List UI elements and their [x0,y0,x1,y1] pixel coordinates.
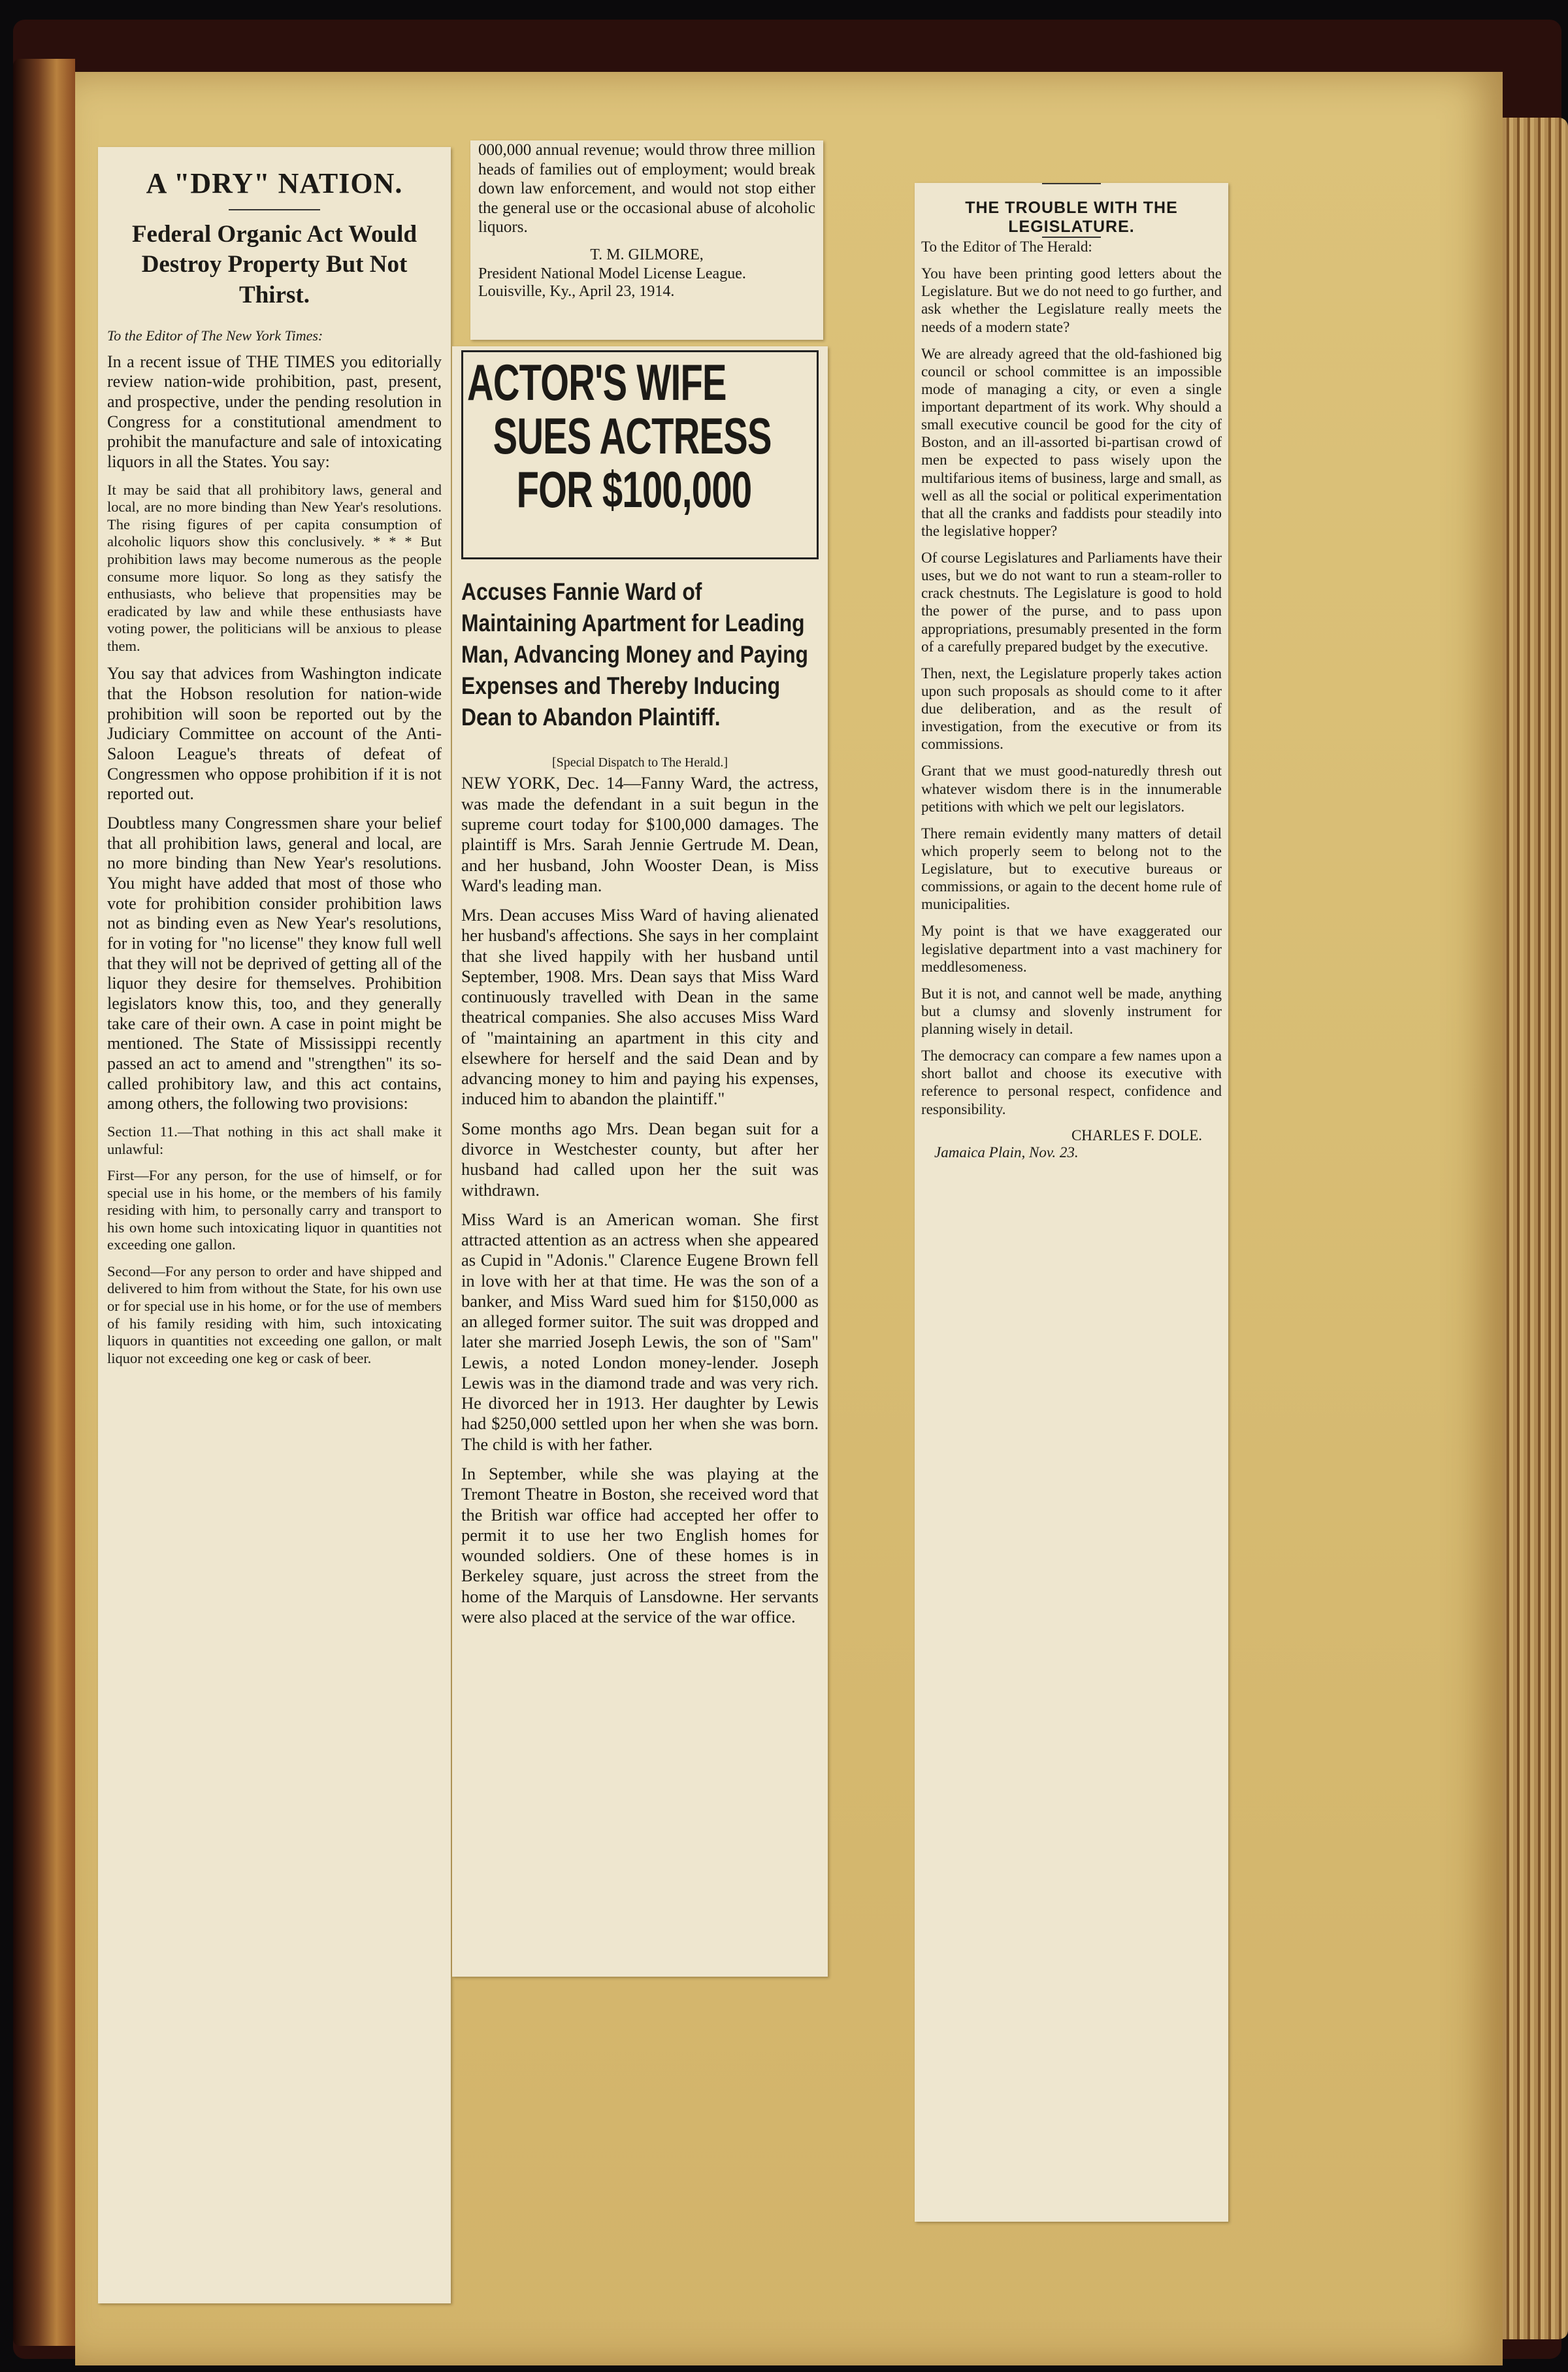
paragraph: Of course Legislatures and Parliaments have their uses, but we do not want to run a steam-roller to crack chestnuts. The Legislature is good to hold the power of the purse, and to pass upon appropriations, presumably presented in the form of a carefully prepared budget by the executive. [921,550,1222,655]
page-edges-right [1503,118,1568,2339]
clipping-title: A "DRY" NATION. [146,167,403,199]
paragraph: In September, while she was playing at the Tremont Theatre in Boston, she received word that the British war office had accepted her offer to permit it to use her two English homes for wounded soldiers. One of these homes is in Berkeley square, just across the street from the home of the Marquis of Lansdowne. Her servants were also placed at the service of the war office. [461,1463,819,1626]
signer-title: President National Model License League. [478,265,746,282]
paragraph: You say that advices from Washington indicate that the Hobson resolution for nation-wide prohibition will soon be reported out by the Judiciary Committee on account of the Anti-Saloon League's threats of defeat of Congressmen who oppose prohibition if it is not reported out. [107,664,442,804]
book-binding-left [13,59,75,2346]
signer-name: T. M. GILMORE, [590,246,704,263]
headline-box [461,350,819,559]
clipping-actors-wife [452,346,828,1977]
dateline: [Special Dispatch to The Herald.] [552,755,728,770]
paragraph: Miss Ward is an American woman. She first attracted attention as an actress when she appeared as Cupid in "Adonis." Clarence Eugene Brown fell in love with her at that time. He was the son of a banker, and Miss Ward sued him for $150,000 as an alleged former suitor. The suit was dropped and later she married Joseph Lewis, the son of "Sam" Lewis, a noted London money-lender. Joseph Lewis was in the diamond trade and was very rich. He divorced her in 1913. Her daughter by Lewis had $250,000 settled upon her when she was born. The child is with her father. [461,1209,819,1454]
paragraph: Then, next, the Legislature properly takes action upon such proposals as should come to it after due deliberation, and as the result of investigation, from the executive or from its commissions. [921,665,1222,753]
headline-deck: Accuses Fannie Ward of Maintaining Apartment for Leading Man, Advancing Money and Paying Expenses and Thereby Inducing Dean to Abandon Plaintiff. [461,578,808,731]
headline [467,356,815,517]
clipping-legislature [915,183,1228,2222]
divider [1042,183,1101,184]
headline-line: FOR $100,000 [516,460,752,518]
quoted-first: First—For any person, for the use of himself, or for special use in his home, or the members of his family residing with him, to personally carry and transport to his own home such intoxicating liquor in quantities not exceeding one gallon. [107,1167,442,1253]
place-date: Louisville, Ky., April 23, 1914. [478,282,675,300]
paragraph: There remain evidently many matters of detail which properly seem to belong not to the Legislature, but to executive bureaus or commissions, or again to the decent home rule of municipalities. [921,825,1222,913]
clipping-subhead: Federal Organic Act Would Destroy Property But Not Thirst. [131,221,417,308]
clipping-letter-end [470,140,823,340]
paragraph: But it is not, and cannot well be made, anything but a clumsy and slovenly instrument for planning wisely in detail. [921,985,1222,1037]
paragraph: You have been printing good letters about the Legislature. But we do not need to go further, and ask whether the Legislature really meets the needs of a modern state? [921,265,1222,335]
paragraph: Some months ago Mrs. Dean began suit for a divorce in Westchester county, but after her husband had called upon her the suit was withdrawn. [461,1118,819,1200]
quoted-passage: It may be said that all prohibitory laws, general and local, are no more binding than New Year's resolutions. The rising figures of per capita consumption of alcoholic liquors show this conclusively. * * * But prohibition laws may become numerous as the people consume more liquor. So long as they satisfy the enthusiasts, who believe that propensities may be eradicated by law and while these enthusiasts have voting power, the politicians will be anxious to please them. [107,481,442,654]
editor-line: To the Editor of The Herald: [921,239,1092,255]
place-date: Jamaica Plain, Nov. 23. [934,1144,1079,1161]
headline-line: SUES ACTRESS [493,406,772,465]
editor-line: To the Editor of The New York Times: [107,327,323,344]
paragraph: Mrs. Dean accuses Miss Ward of having alienated her husband's affections. She says in her complaint that she lived happily with her husband until September, 1908. Mrs. Dean says that Miss Ward continuously travelled with Dean in the same theatrical companies. She also accuses Miss Ward of "maintaining an apartment in this city and elsewhere for herself and the said Dean and by advancing money to him and paying his expenses, induced him to abandon the plaintiff." [461,905,819,1109]
quoted-second: Second—For any person to order and have shipped and delivered to him from without the State, for his own use or for special use in his home, or for the use of members of his family residing with him, such intoxicating liquors in quantities not exceeding one gallon, or malt liquor not exceeding one keg or cask of beer. [107,1262,442,1366]
headline-line: ACTOR'S WIFE [467,354,727,411]
signature: CHARLES F. DOLE. [1071,1127,1202,1144]
divider [229,209,320,210]
paragraph: Grant that we must good-naturedly thresh out whatever wisdom there is in the innumerable petitions with which we pelt our legislators. [921,763,1222,815]
paragraph: My point is that we have exaggerated our legislative department into a vast machinery for meddlesomeness. [921,923,1222,975]
paragraph: NEW YORK, Dec. 14—Fanny Ward, the actress, was made the defendant in a suit begun in the supreme court today for $100,000 damages. The plaintiff is Mrs. Sarah Jennie Gertrude M. Dean, and her husband, John Wooster Dean, is Miss Ward's leading man. [461,773,819,895]
paragraph: Doubtless many Congressmen share your belief that all prohibition laws, general and local, are no more binding than New Year's resolutions. You might have added that most of those who vote for prohibition consider prohibition laws not as binding even as New Year's resolutions, for in voting for "no license" they know full well that they will not be deprived of getting all of the liquor they desire for themselves. Prohibition legislators know this, too, and they generally take care of their own. A case in point might be mentioned. The State of Mississippi recently passed an act to amend and "strengthen" its so-called prohibitory law, and this act contains, among others, the following two provisions: [107,813,442,1113]
paragraph: We are already agreed that the old-fashioned big council or school committee is an impossible mode of managing a city, or even a single important department of its work. Why should a small executive council be good for the city of Boston, and an ill-assorted bi-partisan crowd of men be expected to pass wisely upon the multifarious items of business, large and small, as well as all the social or political experimentation that all the cranks and faddists pour steadily into the legislative hopper? [921,345,1222,539]
quoted-section: Section 11.—That nothing in this act shall make it unlawful: [107,1123,442,1157]
paragraph: In a recent issue of THE TIMES you editorially review nation-wide prohibition, past, present, and prospective, under the pending resolution in Congress for a constitutional amendment to prohibit the manufacture and sale of intoxicating liquors in all the States. You say: [107,352,442,472]
paragraph: 000,000 annual revenue; would throw three million heads of families out of employment; would break down law enforcement, and would not stop either the general use or the occasional abuse of alcoholic liquors. [478,141,815,236]
clipping-title: THE TROUBLE WITH THE LEGISLATURE. [965,199,1178,236]
clipping-dry-nation [98,147,451,2303]
paragraph: The democracy can compare a few names upon a short ballot and choose its executive with reference to personal respect, confidence and responsibility. [921,1047,1222,1117]
